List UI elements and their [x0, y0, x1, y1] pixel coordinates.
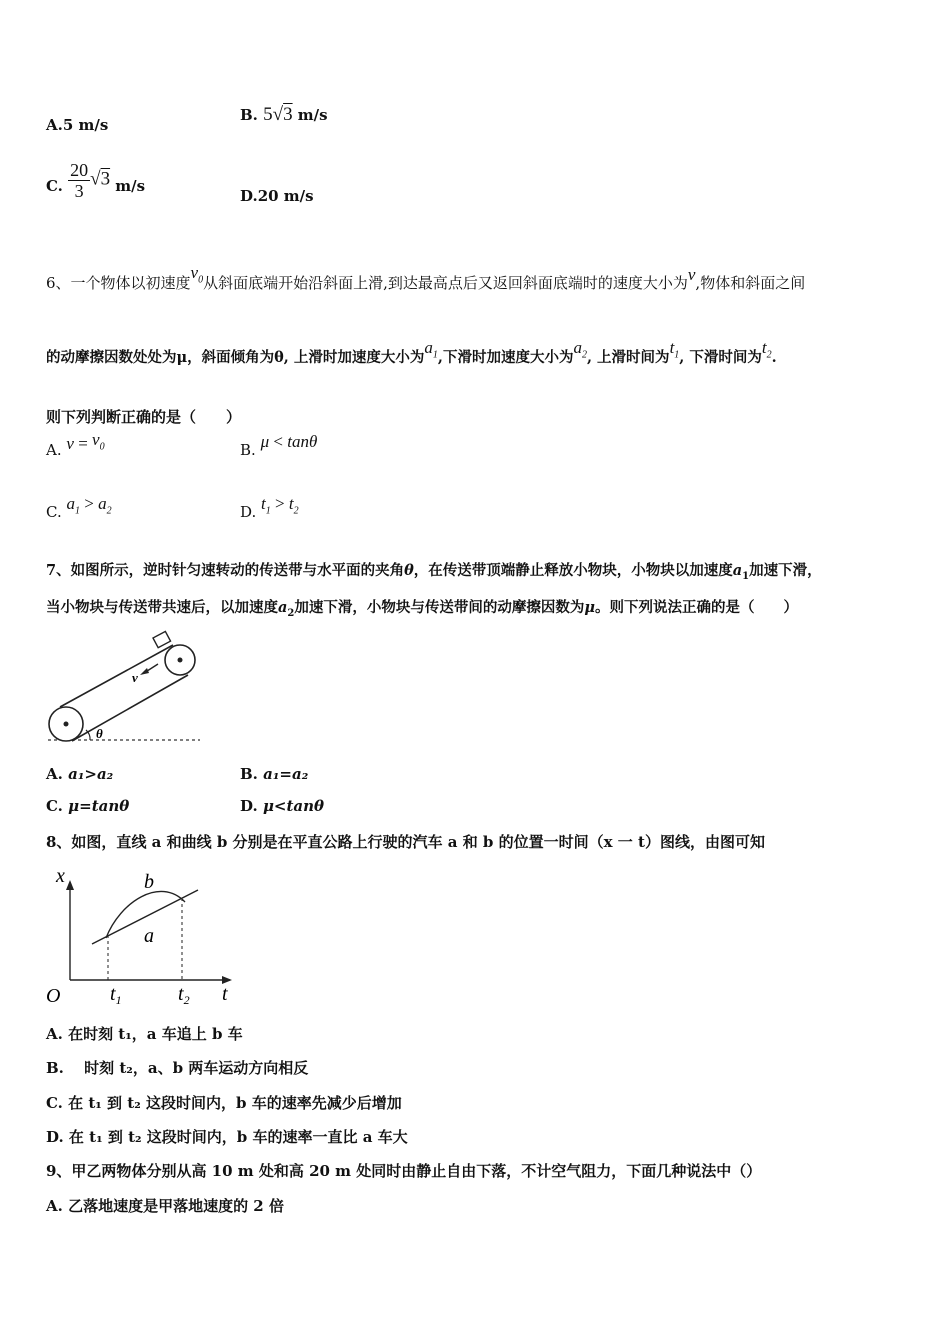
q9-option-a: A. 乙落地速度是甲落地速度的 2 倍: [46, 1197, 284, 1215]
q7-option-c: C. μ=tanθ: [46, 797, 130, 815]
line-a-label: a: [144, 925, 154, 947]
small-block: [153, 631, 171, 647]
t2-label: $t_2$: [178, 983, 190, 1007]
conveyor-belt-figure: [40, 628, 210, 748]
q5-b-expression: 5√3: [263, 104, 293, 125]
belt-bottom-edge: [72, 675, 188, 741]
q7-stem-line2: 当小物块与传送带共速后，以加速度$a_2$加速下滑，小物块与传送带间的动摩擦因数为μ。则下列说法正确的是（ ）: [46, 599, 798, 619]
q5-option-a: A.5 m/s: [46, 116, 109, 134]
q8-option-a: A. 在时刻 t₁，a 车追上 b 车: [46, 1025, 243, 1043]
position-time-graph: [40, 862, 240, 1008]
q7-option-a: A. a₁>a₂: [46, 765, 114, 783]
t1-label: $t_1$: [110, 983, 122, 1007]
x-axis-arrow: [66, 880, 74, 890]
q8-option-c: C. 在 t₁ 到 t₂ 这段时间内，b 车的速率先减少后增加: [46, 1094, 402, 1112]
upper-pulley-axle: [178, 658, 183, 663]
belt-top-edge: [60, 645, 173, 707]
q6-option-c: C. $a_1 > a_2$: [46, 494, 112, 521]
velocity-arrowhead: [140, 668, 149, 675]
curve-b-label: b: [144, 871, 154, 893]
q7-stem-line1: 7、如图所示，逆时针匀速转动的传送带与水平面的夹角θ，在传送带顶端静止释放小物块，小物块以加速度$a_1$加速下滑，: [46, 562, 822, 582]
q9-stem: 9、甲乙两物体分别从高 10 m 处和高 20 m 处同时由静止自由下落，不计空气阻力，下面几种说法中（）: [46, 1162, 762, 1180]
q6-option-d: D. $t_1 > t_2$: [240, 494, 299, 521]
q5-option-b: B. 5√3 m/s: [240, 104, 328, 125]
q8-stem: 8、如图，直线 a 和曲线 b 分别是在平直公路上行驶的汽车 a 和 b 的位置一时间（x 一 t）图线，由图可知: [46, 833, 765, 851]
q6-stem-line1: 6、一个物体以初速度$v_0$从斜面底端开始沿斜面上滑,到达最高点后又返回斜面底端时的速度大小为v,物体和斜面之间: [46, 263, 806, 292]
q6-stem-line2: 的动摩擦因数处处为μ，斜面倾角为θ, 上滑时加速度大小为$a_1$,下滑时加速度大小为$a_2$, 上滑时间为$t_1$, 下滑时间为$t_2$.: [46, 338, 777, 366]
velocity-label: v: [132, 670, 138, 685]
q7-option-d: D. μ<tanθ: [240, 797, 325, 815]
q8-option-d: D. 在 t₁ 到 t₂ 这段时间内，b 车的速率一直比 a 车大: [46, 1128, 408, 1146]
q6-option-a: A. $v = v_0$: [46, 430, 105, 459]
q5-option-c: C. $\frac{20}{3}$ √3 m/s: [46, 160, 146, 201]
q8-option-b: B. 时刻 t₂，a、b 两车运动方向相反: [46, 1059, 309, 1077]
q5-option-d: D.20 m/s: [240, 187, 314, 205]
q6-option-b: B. μ < tanθ: [240, 432, 318, 459]
q5-c-fraction: $\frac{20}{3}$: [70, 160, 89, 201]
lower-pulley-axle: [64, 722, 69, 727]
angle-label: θ: [96, 726, 103, 741]
x-axis-label: x: [56, 865, 65, 887]
t-axis-label: t: [222, 983, 228, 1005]
q6-stem-line3: 则下列判断正确的是（ ）: [46, 408, 242, 426]
q7-option-b: B. a₁=a₂: [240, 765, 309, 783]
origin-label: O: [46, 985, 61, 1007]
